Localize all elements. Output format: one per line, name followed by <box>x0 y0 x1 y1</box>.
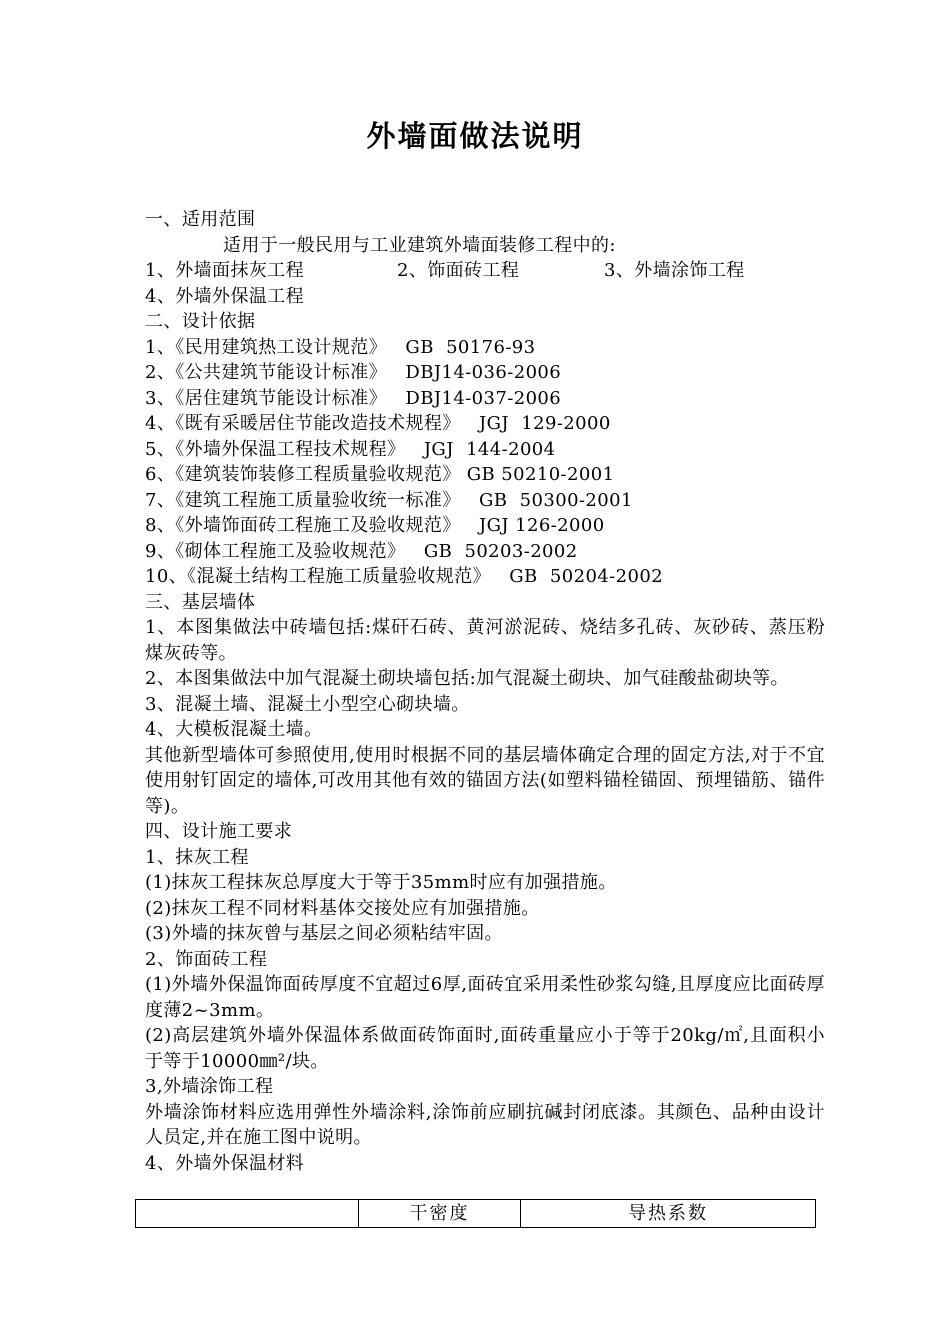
page-title: 外墙面做法说明 <box>366 119 584 153</box>
scope-items-row <box>145 258 825 284</box>
paragraph: 4、大模板混凝土墙。 <box>145 719 323 740</box>
standard-item: 6、《建筑装饰装修工程质量验收规范》 GB 50210-2001 <box>145 464 615 485</box>
section-heading-base-wall: 三、基层墙体 <box>145 591 256 613</box>
paragraph: 1、本图集做法中砖墙包括:煤矸石砖、黄河淤泥砖、烧结多孔砖、灰砂砖、蒸压粉煤灰砖等。 <box>145 617 825 664</box>
standard-item: 10、《混凝土结构工程施工质量验收规范》 GB 50204-2002 <box>145 566 664 587</box>
scope-item: 4、外墙外保温工程 <box>145 285 305 307</box>
list-item: (2)抹灰工程不同材料基体交接处应有加强措施。 <box>145 897 540 919</box>
subsection-heading: 3,外墙涂饰工程 <box>145 1076 274 1097</box>
paragraph: (1)外墙外保温饰面砖厚度不宜超过6厚,面砖宜采用柔性砂浆勾缝,且厚度应比面砖厚度薄2~3mm。 <box>145 974 825 1021</box>
scope-item: 1、外墙面抹灰工程 <box>145 260 305 281</box>
list-item: (1)抹灰工程抹灰总厚度大于等于35mm时应有加强措施。 <box>145 872 617 893</box>
document-body <box>145 207 825 1176</box>
subsection-heading: 2、饰面砖工程 <box>145 948 268 970</box>
standard-item: 5、《外墙外保温工程技术规程》 JGJ 144-2004 <box>145 438 556 460</box>
paragraph: 外墙涂饰材料应选用弹性外墙涂料,涂饰前应刷抗碱封闭底漆。其颜色、品种由设计人员定,并在施工图中说明。 <box>145 1101 825 1148</box>
paragraph: 3、混凝土墙、混凝土小型空心砌块墙。 <box>145 693 470 715</box>
table-header-cell: 干密度 <box>359 1200 521 1228</box>
standard-item: 8、《外墙饰面砖工程施工及验收规范》 JGJ 126-2000 <box>145 515 605 536</box>
insulation-materials-table <box>135 1199 816 1228</box>
scope-item: 2、饰面砖工程 <box>397 260 520 281</box>
paragraph: (2)高层建筑外墙外保温体系做面砖饰面时,面砖重量应小于等于20kg/㎡,且面积小于等于10000㎜²/块。 <box>145 1025 825 1072</box>
table-header-row <box>136 1200 816 1228</box>
standard-item: 7、《建筑工程施工质量验收统一标准》 GB 50300-2001 <box>145 489 633 511</box>
standard-item: 3、《居住建筑节能设计标准》 DBJ14-037-2006 <box>145 387 562 409</box>
section-heading-scope: 一、适用范围 <box>145 209 256 230</box>
paragraph: 2、本图集做法中加气混凝土砌块墙包括:加气混凝土砌块、加气硅酸盐砌块等。 <box>145 668 789 689</box>
table-header-cell <box>136 1200 359 1228</box>
scope-intro: 适用于一般民用与工业建筑外墙面装修工程中的: <box>223 234 616 256</box>
subsection-heading: 1、抹灰工程 <box>145 846 249 868</box>
subsection-heading: 4、外墙外保温材料 <box>145 1152 305 1174</box>
list-item: (3)外墙的抹灰曾与基层之间必须粘结牢固。 <box>145 923 503 944</box>
standard-item: 2、《公共建筑节能设计标准》 DBJ14-036-2006 <box>145 362 562 383</box>
table-header-cell: 导热系数 <box>521 1200 816 1228</box>
scope-item: 3、外墙涂饰工程 <box>604 260 745 281</box>
paragraph: 其他新型墙体可参照使用,使用时根据不同的基层墙体确定合理的固定方法,对于不宜使用射钉固定的墙体,可改用其他有效的锚固方法(如塑料锚栓锚固、预埋锚筋、锚件等)。 <box>145 744 825 817</box>
standard-item: 9、《砌体工程施工及验收规范》 GB 50203-2002 <box>145 540 578 562</box>
section-heading-requirements: 四、设计施工要求 <box>145 821 293 842</box>
standard-item: 4、《既有采暖居住节能改造技术规程》 JGJ 129-2000 <box>145 413 611 434</box>
section-heading-basis: 二、设计依据 <box>145 311 256 332</box>
standard-item: 1、《民用建筑热工设计规范》 GB 50176-93 <box>145 336 536 358</box>
